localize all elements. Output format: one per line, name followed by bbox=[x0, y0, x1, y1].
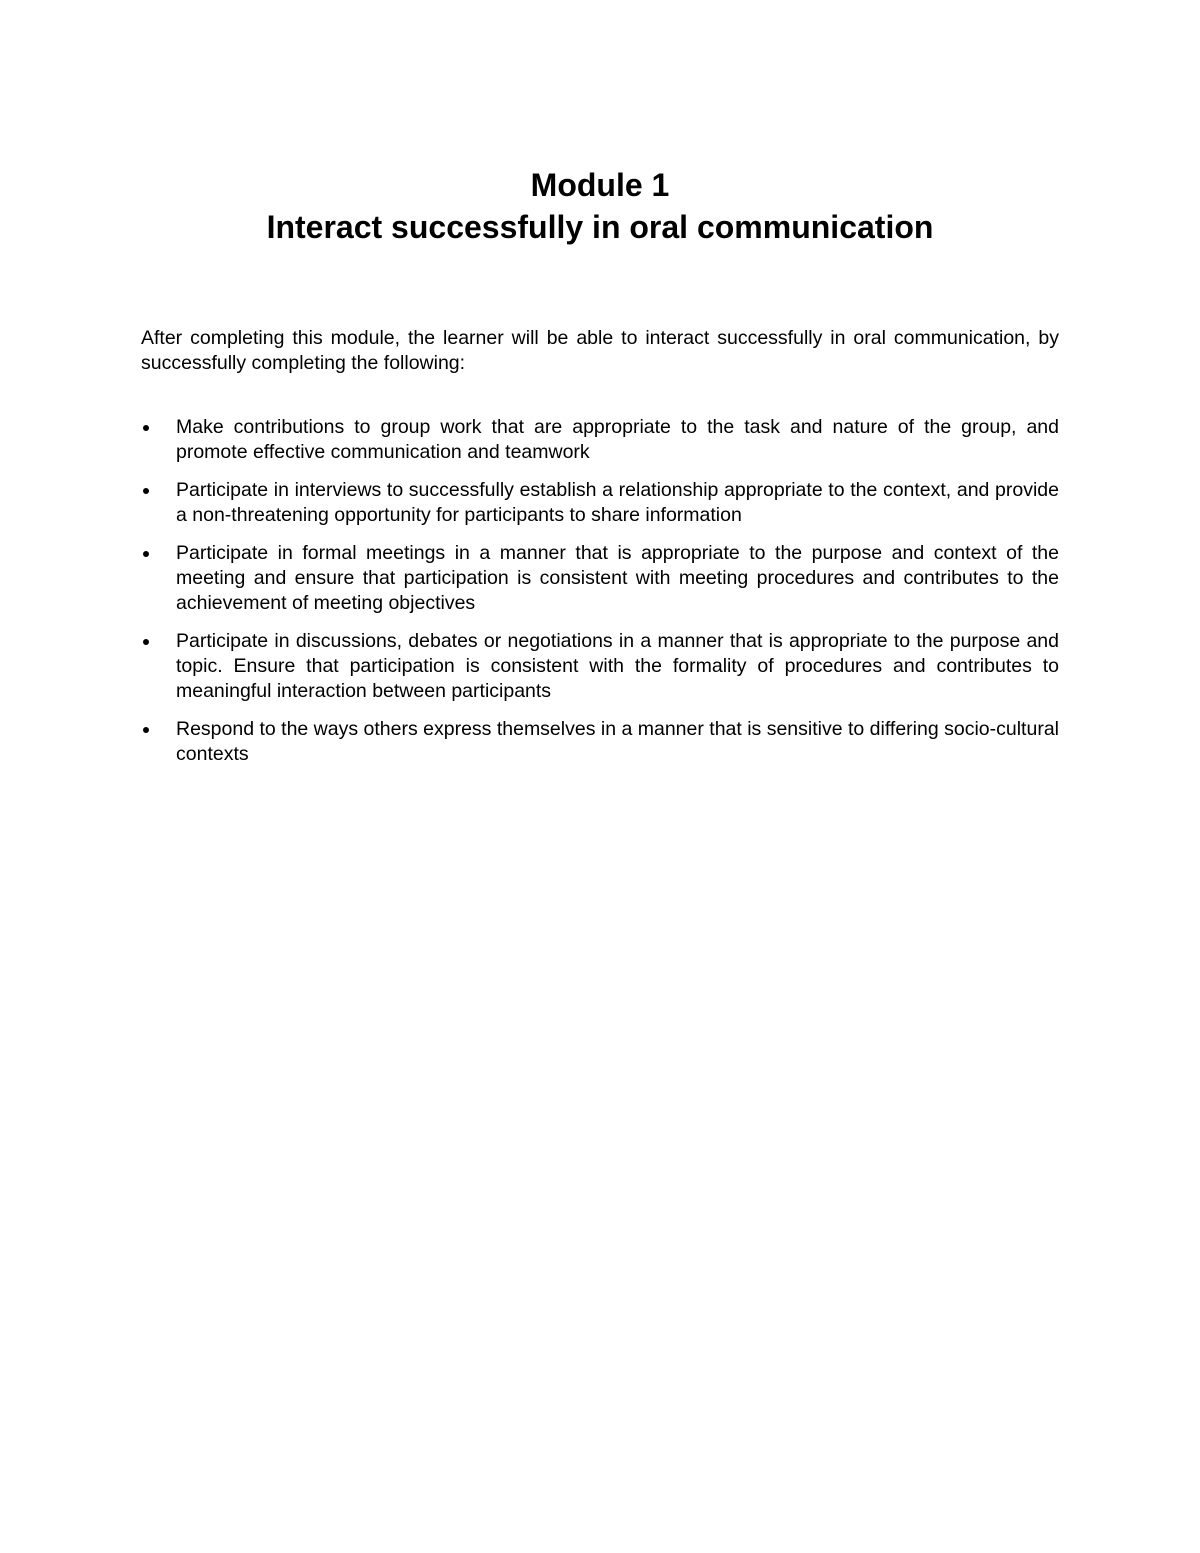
module-number-title: Module 1 bbox=[530, 167, 670, 203]
outcomes-list bbox=[141, 415, 1059, 780]
list-item bbox=[141, 541, 1059, 616]
list-item bbox=[141, 415, 1059, 465]
title-block bbox=[0, 164, 1200, 248]
list-item-text: Make contributions to group work that are appropriate to the task and nature of the group, and promote effective communication and teamwork bbox=[176, 416, 1059, 463]
list-item bbox=[141, 629, 1059, 704]
list-item bbox=[141, 717, 1059, 767]
list-item-text: Respond to the ways others express themselves in a manner that is sensitive to differing socio-cultural contexts bbox=[176, 718, 1059, 765]
list-item-text: Participate in interviews to successfully establish a relationship appropriate to the context, and provide a non-threatening opportunity for participants to share information bbox=[176, 479, 1059, 526]
list-item-text: Participate in discussions, debates or negotiations in a manner that is appropriate to the purpose and topic. Ensure that participation is consistent with the formality of procedures and contributes to meaningful interaction between participants bbox=[176, 630, 1059, 702]
intro-paragraph: After completing this module, the learner will be able to interact successfully in oral communication, by successfully completing the following: bbox=[141, 327, 1059, 374]
list-item bbox=[141, 478, 1059, 528]
list-item-text: Participate in formal meetings in a manner that is appropriate to the purpose and context of the meeting and ensure that participation is consistent with meeting procedures and contributes to the achievement of meeting objectives bbox=[176, 542, 1059, 614]
module-title: Interact successfully in oral communication bbox=[266, 209, 934, 245]
